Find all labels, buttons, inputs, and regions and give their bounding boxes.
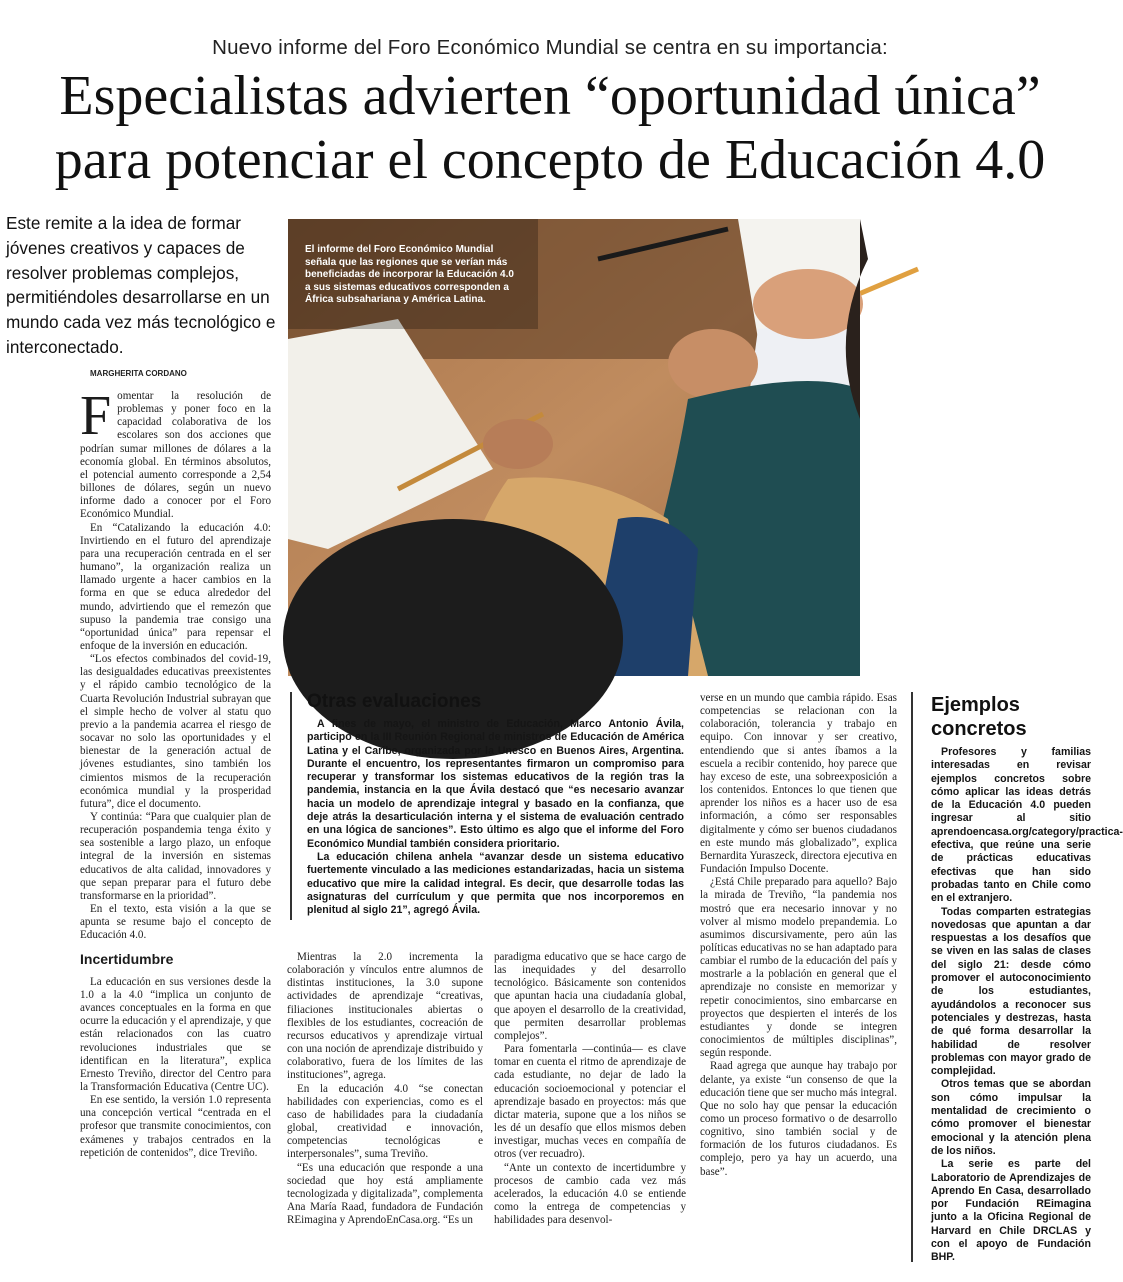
paragraph: En el texto, esta visión a la que se apunta se resume bajo el concepto de Educación 4.0. [80, 903, 271, 942]
article-column-2 [287, 951, 483, 1271]
box-paragraph: La educación chilena anhela “avanzar desde un sistema educativo fuertemente vinculado a las mediciones estandarizadas, hacia un sistema educativo que mire la calidad integral. Es decir, que desarrolle todas las asignaturas del currículum y que permita que nos incorporemos en plenitud al siglo 21”, agregó Ávila. [307, 850, 684, 917]
intro-deck: Este remite a la idea de formar jóvenes creativos y capaces de resolver problemas complejos, permitiéndoles desarrollarse en un mundo cada vez más tecnológico e interconectado. [6, 213, 276, 357]
paragraph: Mientras la 2.0 incrementa la colaboración y vínculos entre alumnos de distintas instituciones, la 3.0 supone actividades de aprendizaje “creativas, filiaciones institucionales abiertas o flexibles de los estudiantes, cocreación de recursos educativos y aprendizaje virtual con una noción de aprendizaje distribuido y colaborativo, fuera de los límites de las instituciones”, agrega. [287, 951, 483, 1082]
sidebar-title-line-2: concretos [931, 718, 1027, 740]
article-column-3 [494, 951, 686, 1271]
photo-caption: El informe del Foro Económico Mundial señala que las regiones que se verían más beneficiadas de incorporar la Educación 4.0 a sus sistemas educativos corresponden a África subsahariana y América Latina. [305, 244, 514, 306]
paragraph: verse en un mundo que cambia rápido. Esas competencias se relacionan con la colaboración, tolerancia y trabajo en equipo. Con innovar y ser creativo, entendiendo que si antes íbamos a la escuela a recibir contenido, hoy parece que hay exceso de este, una sobreexposición a los contenidos. Entonces lo que tienen que aprender los niños es a hacer uso de esa información, a cómo ser responsables digitalmente y cómo ser buenos ciudadanos en este mundo más globalizado”, explica Bernardita Yuraszeck, directora ejecutiva en Fundación Impulso Docente. [700, 692, 897, 876]
box-rule-left [290, 692, 292, 920]
sidebar-rule-left [911, 692, 913, 1262]
sidebar-paragraph: Otros temas que se abordan son cómo impulsar la mentalidad de crecimiento o cómo promover el bienestar emocional y la atención plena de los niños. [931, 1078, 1091, 1157]
drop-cap: F [80, 385, 112, 447]
article-column-1 [80, 385, 271, 1270]
sidebar-paragraph: La serie es parte del Laboratorio de Aprendizajes de Aprendo En Casa, desarrollado por Fundación REimagina junto a la Oficina Regional de Harvard en Chile DRCLAS y con el apoyo de Fundación BHP. [931, 1158, 1091, 1264]
sidebar-ejemplos-concretos [931, 746, 1123, 1272]
paragraph: Raad agrega que aunque hay trabajo por delante, ya existe “un consenso de que la educación tiene que ser mucho más integral. Que no solo hay que pensar la educación como un proceso formativo o de desarrollo cognitivo, sino también social y de formación de los futuros ciudadanos. Es complejo, pero ya hay un acuerdo, una base”. [700, 1060, 897, 1178]
paragraph: Para fomentarla —continúa— es clave tomar en cuenta el ritmo de aprendizaje de cada estudiante, no dejar de lado la educación socioemocional y potenciar el aprendizaje basado en proyectos: más que dictar materia, supone que a los niños se les dé un desafío que ellos mismos deben investigar, muchas veces en compañía de otros (ver recuadro). [494, 1043, 686, 1161]
paragraph: “Ante un contexto de incertidumbre y procesos de cambio cada vez más acelerados, la educación 4.0 se entiende como la entrega de competencias y habilidades para desenvol- [494, 1161, 686, 1227]
subhead-incertidumbre: Incertidumbre [80, 950, 174, 967]
sidebar-paragraph: Profesores y familias interesadas en revisar ejemplos concretos sobre cómo aplicar las ideas detrás de la Educación 4.0 pueden ingresar al sitio aprendoencasa.org/category/practica-efectiva, que reúne una serie de prácticas educativas efectivas que han sido probadas tanto en Chile como en el extranjero. [931, 746, 1123, 905]
paragraph: “Los efectos combinados del covid-19, las desigualdades educativas preexistentes y el rápido cambio tecnológico de la Cuarta Revolución Industrial subrayan que el simple hecho de volver al statu quo previo a la pandemia acarrea el riesgo de socavar no solo las oportunidades y el bienestar de la generación actual de jóvenes estudiantes, sino también los cimientos mismos de la recuperación económica mundial y la prosperidad futura”, dice el documento. [80, 653, 271, 810]
headline-line-2: para potenciar el concepto de Educación 4.0 [54, 129, 1046, 191]
paragraph: La educación en sus versiones desde la 1.0 a la 4.0 “implica un conjunto de avances conceptuales en la forma en que ocurre la educación y el aprendizaje, y que están relacionados con las cuatro revoluciones industriales que se identifican en la literatura”, explica Ernesto Treviño, director del Centro para la Transformación Educativa (Centre UC). [80, 975, 271, 1093]
sidebar-paragraph: Todas comparten estrategias novedosas que apuntan a dar respuestas a los desafíos que se viven en las salas de clases del siglo 21: desde cómo promover el autoconocimiento de los estudiantes, ayudándolos a reconocer sus potenciales y destrezas, hasta de qué forma desarrollar la habilidad de resolver problemas con mayor grado de complejidad. [931, 905, 1091, 1078]
paragraph: En la educación 4.0 “se conectan habilidades con experiencias, como es el caso de habilidades para la ciudadanía global, creatividad e innovación, competencias tecnológicas e interpersonales”, suma Treviño. [287, 1082, 483, 1161]
sidebar-title [931, 693, 1027, 741]
headline-line-1: Especialistas advierten “oportunidad única” [59, 65, 1041, 127]
box-title: Otras evaluaciones [307, 691, 482, 712]
paragraph: Y continúa: “Para que cualquier plan de recuperación pospandemia tenga éxito y sea sostenible a largo plazo, un enfoque integral de la inversión en sistemas educativos de alta calidad, innovadores y que sepan preparar para el futuro debe transformarse en la prioridad”. [80, 811, 271, 902]
paragraph: “Es una educación que responde a una sociedad que hoy está ampliamente tecnologizada y digitalizada”, complementa Ana María Raad, fundadora de Fundación REimagina y AprendoEnCasa.org. “Es un [287, 1161, 483, 1227]
box-paragraph: A fines de mayo, el ministro de Educación, Marco Antonio Ávila, participó en la III Reunión Regional de ministros de Educación de América Latina y el Caribe, organizada por la Unesco en Buenos Aires, Argentina. Durante el encuentro, los representantes firmaron un compromiso para recuperar y transformar los sistemas educativos de la región tras la pandemia, instancia en la que Ávila destacó que “es necesario avanzar hacia un modelo de aprendizaje integral y basado en la confianza, que deje atrás la desarticulación interna y el sistema de evaluación centrado en una lógica de sanciones”. Esto último es algo que el informe del Foro Económico Mundial también considera prioritario. [307, 718, 684, 850]
paragraph: paradigma educativo que se hace cargo de las inequidades y del desarrollo tecnológico. Básicamente son contenidos que apuntan hacia una ciudadanía global, que apoyen el desarrollo de la creatividad, que permiten desarrollar problemas complejos”. [494, 951, 686, 1042]
byline: MARGHERITA CORDANO [90, 369, 187, 378]
paragraph: ¿Está Chile preparado para aquello? Bajo la mirada de Treviño, “la pandemia nos mostró que era necesario innovar y no volver al mismo modelo prepandemia. Lo asumimos discursivamente, pero aún las políticas educativas no se han adaptado para cambiar el rumbo de la educación del país y mostrarle a la población en general que el aprendizaje no consiste en memorizar y repetir conocimientos, sino embarcarse en proyectos que despierten el interés de los estudiantes y donde se integren conocimientos de múltiples disciplinas”, según responde. [700, 876, 897, 1060]
kicker: Nuevo informe del Foro Económico Mundial se centra en su importancia: [212, 36, 888, 59]
lead-text: omentar la resolución de problemas y poner foco en la capacidad colaborativa de los escolares son dos acciones que podrían sumar millones de dólares a la economía global. En términos absolutos, el potencial aumento corresponde a 2,54 billones de dólares, según un nuevo informe dado a conocer por el Foro Económico Mundial. [80, 390, 271, 521]
article-column-4 [700, 692, 897, 1272]
paragraph: En “Catalizando la educación 4.0: Invirtiendo en el futuro del aprendizaje para una recuperación centrada en el ser humano”, la organización realiza un llamado urgente a hacer cambios en la forma en que se educa alrededor del mundo, advirtiendo que el remezón que supuso la pandemia trae consigo una “oportunidad única” para repensar el enfoque de la inversión en educación. [80, 521, 271, 652]
box-otras-evaluaciones [307, 718, 684, 917]
sidebar-title-line-1: Ejemplos [931, 694, 1020, 716]
paragraph: En ese sentido, la versión 1.0 representa una concepción vertical “centrada en el profesor que transmite conocimientos, con exámenes y trabajos centrados en la repetición de contenidos”, dice Treviño. [80, 1094, 271, 1159]
lead-paragraph [80, 385, 271, 522]
